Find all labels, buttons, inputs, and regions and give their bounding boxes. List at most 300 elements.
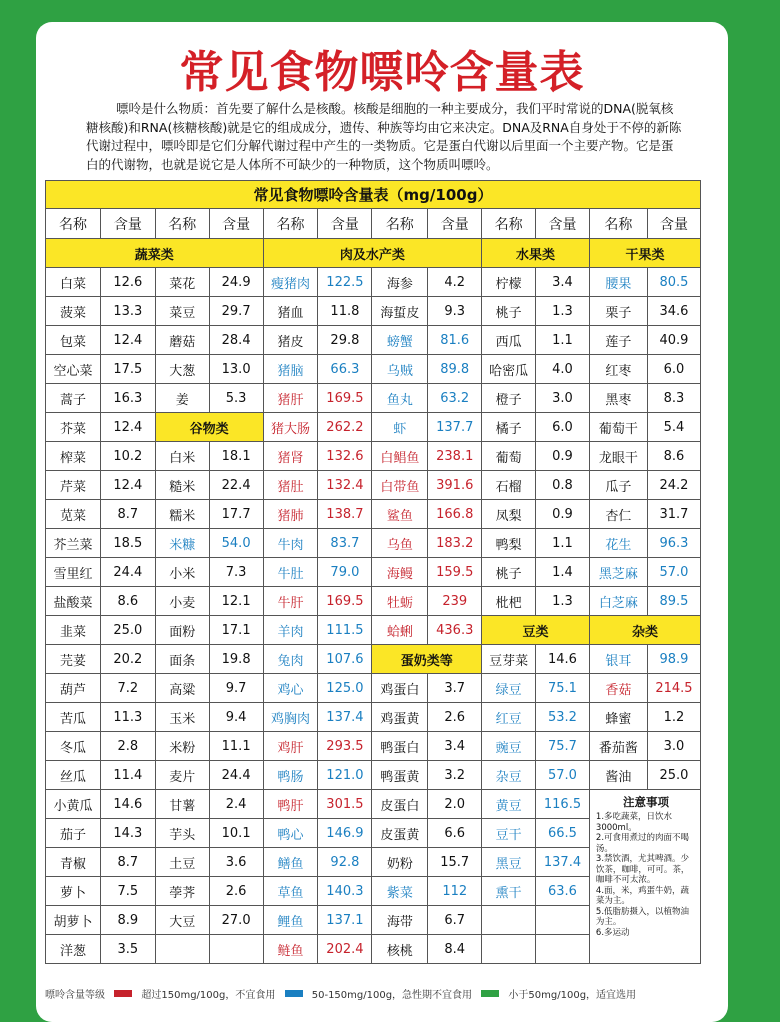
veg-name: 菠菜 bbox=[46, 297, 101, 326]
section-header-vegetables: 蔬菜类 bbox=[46, 239, 264, 268]
fruit-value: 1.3 bbox=[536, 297, 590, 326]
fruit-value: 4.0 bbox=[536, 355, 590, 384]
intro-line: 嘌呤是什么物质：首先要了解什么是核酸。核酸是细胞的一种主要成分，我们平时常说 bbox=[116, 101, 592, 116]
grain-value: 3.6 bbox=[209, 848, 263, 877]
bean-value: 75.1 bbox=[536, 674, 590, 703]
bean-name: 绿豆 bbox=[482, 674, 536, 703]
egg-value: 6.6 bbox=[428, 819, 482, 848]
veg-value: 5.3 bbox=[209, 384, 263, 413]
fruit-name: 葡萄 bbox=[482, 442, 536, 471]
meat-value: 183.2 bbox=[428, 529, 482, 558]
notes-item: 5.低脂肪摄入，以植物油为主。 bbox=[595, 906, 690, 927]
meat-value: 140.3 bbox=[318, 877, 372, 906]
meat-name: 牛肚 bbox=[263, 558, 318, 587]
fruit-name: 石榴 bbox=[482, 471, 536, 500]
veg-name: 韭菜 bbox=[46, 616, 101, 645]
meat-name: 牛肝 bbox=[263, 587, 318, 616]
bean-name: 红豆 bbox=[482, 703, 536, 732]
column-header: 含量 bbox=[647, 209, 700, 239]
misc-name: 酱油 bbox=[589, 761, 647, 790]
veg-name: 芫荽 bbox=[46, 645, 101, 674]
veg-name: 萝卜 bbox=[46, 877, 101, 906]
fruit-name: 哈密瓜 bbox=[482, 355, 536, 384]
legend-mid: 50-150mg/100g，急性期不宜食用 bbox=[311, 990, 473, 1001]
grain-value: 9.4 bbox=[209, 703, 263, 732]
notes-item: 1.多吃蔬菜，日饮水3000ml。 bbox=[595, 812, 673, 833]
grain-name: 小麦 bbox=[155, 587, 209, 616]
veg-value: 11.3 bbox=[100, 703, 155, 732]
fruit-value: 3.4 bbox=[536, 268, 590, 297]
misc-name: 蜂蜜 bbox=[589, 703, 647, 732]
legend-high: 超过150mg/100g，不宜食用 bbox=[141, 990, 276, 1001]
egg-name: 鸭蛋黄 bbox=[372, 761, 428, 790]
meat-value: 239 bbox=[428, 587, 482, 616]
legend-low: 小于50mg/100g，适宜选用 bbox=[508, 990, 637, 1001]
empty-cell bbox=[209, 935, 263, 964]
intro-line: 质。它是蛋白代谢以后里面一个主要产物。它是蛋白的代谢物，也就是说它是人体所不可缺少 bbox=[86, 138, 674, 172]
misc-name: 番茄酱 bbox=[589, 732, 647, 761]
fruit-name: 枇杷 bbox=[482, 587, 536, 616]
meat-value: 111.5 bbox=[318, 616, 372, 645]
veg-value: 20.2 bbox=[100, 645, 155, 674]
veg-name: 苋菜 bbox=[46, 500, 101, 529]
grain-name: 土豆 bbox=[155, 848, 209, 877]
grain-name: 甘薯 bbox=[155, 790, 209, 819]
nut-name: 葡萄干 bbox=[589, 413, 647, 442]
notes-item: 2.可食用煮过的肉面不喝汤。 bbox=[595, 833, 690, 854]
nut-name: 杏仁 bbox=[589, 500, 647, 529]
column-header: 名称 bbox=[589, 209, 647, 239]
empty-cell bbox=[482, 906, 536, 935]
fruit-name: 桃子 bbox=[482, 297, 536, 326]
veg-value: 7.5 bbox=[100, 877, 155, 906]
veg-value: 3.5 bbox=[100, 935, 155, 964]
veg-name: 苦瓜 bbox=[46, 703, 101, 732]
bean-name: 豆干 bbox=[482, 819, 536, 848]
nut-value: 6.0 bbox=[647, 355, 700, 384]
meat-value: 159.5 bbox=[428, 558, 482, 587]
meat-value: 169.5 bbox=[318, 384, 372, 413]
meat-value: 92.8 bbox=[318, 848, 372, 877]
egg-value: 6.7 bbox=[428, 906, 482, 935]
veg-value: 10.2 bbox=[100, 442, 155, 471]
veg-value: 13.0 bbox=[209, 355, 263, 384]
section-header-meat: 肉及水产类 bbox=[263, 239, 482, 268]
fruit-value: 0.9 bbox=[536, 500, 590, 529]
purine-table bbox=[45, 180, 701, 964]
meat-name: 鲤鱼 bbox=[263, 906, 318, 935]
notes-box bbox=[589, 790, 700, 964]
section-header-misc: 杂类 bbox=[589, 616, 700, 645]
meat-name: 猪血 bbox=[263, 297, 318, 326]
nut-name: 白芝麻 bbox=[589, 587, 647, 616]
meat-value: 79.0 bbox=[318, 558, 372, 587]
veg-value: 12.4 bbox=[100, 326, 155, 355]
fruit-name: 柠檬 bbox=[482, 268, 536, 297]
veg-name: 丝瓜 bbox=[46, 761, 101, 790]
fruit-value: 1.1 bbox=[536, 529, 590, 558]
nut-value: 96.3 bbox=[647, 529, 700, 558]
meat-name: 鳝鱼 bbox=[263, 848, 318, 877]
meat-name: 海参 bbox=[372, 268, 428, 297]
nut-name: 花生 bbox=[589, 529, 647, 558]
egg-value: 3.7 bbox=[428, 674, 482, 703]
veg-value: 8.7 bbox=[100, 848, 155, 877]
column-header: 含量 bbox=[209, 209, 263, 239]
intro-paragraph bbox=[86, 100, 684, 174]
meat-name: 乌贼 bbox=[372, 355, 428, 384]
grain-name: 白米 bbox=[155, 442, 209, 471]
veg-name: 葫芦 bbox=[46, 674, 101, 703]
meat-value: 169.5 bbox=[318, 587, 372, 616]
fruit-name: 橘子 bbox=[482, 413, 536, 442]
meat-value: 238.1 bbox=[428, 442, 482, 471]
veg-value: 12.4 bbox=[100, 471, 155, 500]
meat-name: 猪皮 bbox=[263, 326, 318, 355]
misc-value: 3.0 bbox=[647, 732, 700, 761]
veg-name: 盐酸菜 bbox=[46, 587, 101, 616]
bean-value: 66.5 bbox=[536, 819, 590, 848]
grain-value: 18.1 bbox=[209, 442, 263, 471]
meat-name: 猪大肠 bbox=[263, 413, 318, 442]
meat-value: 137.7 bbox=[428, 413, 482, 442]
bean-name: 黑豆 bbox=[482, 848, 536, 877]
fruit-name: 鸭梨 bbox=[482, 529, 536, 558]
column-header: 含量 bbox=[318, 209, 372, 239]
fruit-value: 1.1 bbox=[536, 326, 590, 355]
meat-value: 81.6 bbox=[428, 326, 482, 355]
meat-name: 猪肾 bbox=[263, 442, 318, 471]
egg-name: 紫菜 bbox=[372, 877, 428, 906]
meat-value: 436.3 bbox=[428, 616, 482, 645]
veg-value: 25.0 bbox=[100, 616, 155, 645]
grain-name: 糙米 bbox=[155, 471, 209, 500]
section-header-fruit: 水果类 bbox=[482, 239, 590, 268]
veg-value: 17.5 bbox=[100, 355, 155, 384]
egg-name: 核桃 bbox=[372, 935, 428, 964]
grain-value: 24.4 bbox=[209, 761, 263, 790]
meat-value: 122.5 bbox=[318, 268, 372, 297]
grain-name: 高粱 bbox=[155, 674, 209, 703]
nut-value: 5.4 bbox=[647, 413, 700, 442]
meat-value: 125.0 bbox=[318, 674, 372, 703]
legend bbox=[45, 986, 701, 1002]
intro-line: DNA及RNA自身处于不停的新陈代谢过程中，嘌呤即是它们分解代谢过程中产生的一类物 bbox=[86, 119, 682, 153]
veg-value: 29.7 bbox=[209, 297, 263, 326]
fruit-value: 6.0 bbox=[536, 413, 590, 442]
notes-title: 注意事项 bbox=[622, 795, 669, 809]
veg-name: 芥菜 bbox=[46, 413, 101, 442]
notes-item: 4.面，米，鸡蛋牛奶，蔬菜为主。 bbox=[595, 885, 690, 906]
bean-name: 黄豆 bbox=[482, 790, 536, 819]
meat-value: 66.3 bbox=[318, 355, 372, 384]
meat-name: 蛤蜊 bbox=[372, 616, 428, 645]
section-header-eggs: 蛋奶类等 bbox=[372, 645, 482, 674]
fruit-value: 0.8 bbox=[536, 471, 590, 500]
meat-name: 鲨鱼 bbox=[372, 500, 428, 529]
meat-name: 牛肉 bbox=[263, 529, 318, 558]
meat-name: 鸭肠 bbox=[263, 761, 318, 790]
meat-name: 羊肉 bbox=[263, 616, 318, 645]
bean-value: 14.6 bbox=[536, 645, 590, 674]
misc-value: 98.9 bbox=[647, 645, 700, 674]
veg-value: 18.5 bbox=[100, 529, 155, 558]
egg-name: 鸡蛋白 bbox=[372, 674, 428, 703]
veg-value: 8.7 bbox=[100, 500, 155, 529]
egg-name: 皮蛋黄 bbox=[372, 819, 428, 848]
grain-value: 12.1 bbox=[209, 587, 263, 616]
veg-value: 13.3 bbox=[100, 297, 155, 326]
meat-name: 鸭心 bbox=[263, 819, 318, 848]
veg-value: 7.2 bbox=[100, 674, 155, 703]
veg-name: 青椒 bbox=[46, 848, 101, 877]
section-header-beans: 豆类 bbox=[482, 616, 590, 645]
meat-name: 猪肺 bbox=[263, 500, 318, 529]
grain-value: 2.4 bbox=[209, 790, 263, 819]
nut-value: 89.5 bbox=[647, 587, 700, 616]
fruit-name: 西瓜 bbox=[482, 326, 536, 355]
misc-name: 香菇 bbox=[589, 674, 647, 703]
veg-name: 芥兰菜 bbox=[46, 529, 101, 558]
legend-swatch-high bbox=[114, 990, 132, 997]
nut-value: 8.6 bbox=[647, 442, 700, 471]
nut-name: 腰果 bbox=[589, 268, 647, 297]
nut-value: 80.5 bbox=[647, 268, 700, 297]
grain-name: 芋头 bbox=[155, 819, 209, 848]
egg-value: 2.0 bbox=[428, 790, 482, 819]
veg-value: 16.3 bbox=[100, 384, 155, 413]
misc-value: 1.2 bbox=[647, 703, 700, 732]
grain-value: 7.3 bbox=[209, 558, 263, 587]
egg-name: 奶粉 bbox=[372, 848, 428, 877]
grain-value: 10.1 bbox=[209, 819, 263, 848]
meat-value: 9.3 bbox=[428, 297, 482, 326]
meat-value: 132.6 bbox=[318, 442, 372, 471]
veg-value: 14.6 bbox=[100, 790, 155, 819]
egg-name: 皮蛋白 bbox=[372, 790, 428, 819]
meat-value: 166.8 bbox=[428, 500, 482, 529]
veg-name: 白菜 bbox=[46, 268, 101, 297]
notes-item: 6.多运动 bbox=[595, 927, 630, 938]
meat-value: 137.1 bbox=[318, 906, 372, 935]
meat-name: 猪肝 bbox=[263, 384, 318, 413]
veg-value: 14.3 bbox=[100, 819, 155, 848]
meat-value: 262.2 bbox=[318, 413, 372, 442]
fruit-value: 1.3 bbox=[536, 587, 590, 616]
meat-name: 猪脑 bbox=[263, 355, 318, 384]
veg-name: 胡萝卜 bbox=[46, 906, 101, 935]
meat-name: 虾 bbox=[372, 413, 428, 442]
grain-name: 玉米 bbox=[155, 703, 209, 732]
meat-value: 138.7 bbox=[318, 500, 372, 529]
column-header: 名称 bbox=[155, 209, 209, 239]
veg-name: 芹菜 bbox=[46, 471, 101, 500]
meat-value: 132.4 bbox=[318, 471, 372, 500]
meat-name: 猪肚 bbox=[263, 471, 318, 500]
meat-value: 301.5 bbox=[318, 790, 372, 819]
meat-name: 白鲳鱼 bbox=[372, 442, 428, 471]
egg-name: 鸭蛋白 bbox=[372, 732, 428, 761]
grain-name: 大豆 bbox=[155, 906, 209, 935]
egg-value: 2.6 bbox=[428, 703, 482, 732]
misc-value: 214.5 bbox=[647, 674, 700, 703]
grain-value: 17.7 bbox=[209, 500, 263, 529]
veg-value: 8.9 bbox=[100, 906, 155, 935]
column-header: 含量 bbox=[536, 209, 590, 239]
veg-name: 大葱 bbox=[155, 355, 209, 384]
misc-name: 银耳 bbox=[589, 645, 647, 674]
meat-name: 鸡胸肉 bbox=[263, 703, 318, 732]
veg-name: 雪里红 bbox=[46, 558, 101, 587]
grain-name: 糯米 bbox=[155, 500, 209, 529]
meat-value: 146.9 bbox=[318, 819, 372, 848]
fruit-name: 凤梨 bbox=[482, 500, 536, 529]
grain-name: 麦片 bbox=[155, 761, 209, 790]
nut-name: 栗子 bbox=[589, 297, 647, 326]
meat-name: 鸡肝 bbox=[263, 732, 318, 761]
column-header: 名称 bbox=[372, 209, 428, 239]
bean-name: 豆芽菜 bbox=[482, 645, 536, 674]
column-header: 含量 bbox=[100, 209, 155, 239]
bean-value: 75.7 bbox=[536, 732, 590, 761]
meat-name: 兔肉 bbox=[263, 645, 318, 674]
page-title: 常见食物嘌呤含量表 bbox=[179, 47, 585, 98]
bean-value: 116.5 bbox=[536, 790, 590, 819]
nut-name: 瓜子 bbox=[589, 471, 647, 500]
grain-value: 54.0 bbox=[209, 529, 263, 558]
meat-name: 鱼丸 bbox=[372, 384, 428, 413]
grain-value: 19.8 bbox=[209, 645, 263, 674]
nut-value: 8.3 bbox=[647, 384, 700, 413]
meat-name: 鸡心 bbox=[263, 674, 318, 703]
fruit-value: 1.4 bbox=[536, 558, 590, 587]
meat-name: 鲢鱼 bbox=[263, 935, 318, 964]
meat-name: 牡蛎 bbox=[372, 587, 428, 616]
veg-value: 12.6 bbox=[100, 268, 155, 297]
fruit-name: 桃子 bbox=[482, 558, 536, 587]
empty-cell bbox=[536, 906, 590, 935]
table-caption: 常见食物嘌呤含量表（mg/100g） bbox=[46, 181, 701, 209]
meat-value: 89.8 bbox=[428, 355, 482, 384]
nut-name: 黑枣 bbox=[589, 384, 647, 413]
misc-value: 25.0 bbox=[647, 761, 700, 790]
column-header: 名称 bbox=[482, 209, 536, 239]
bean-name: 豌豆 bbox=[482, 732, 536, 761]
veg-name: 榨菜 bbox=[46, 442, 101, 471]
nut-name: 黑芝麻 bbox=[589, 558, 647, 587]
fruit-value: 3.0 bbox=[536, 384, 590, 413]
nut-name: 红枣 bbox=[589, 355, 647, 384]
meat-value: 121.0 bbox=[318, 761, 372, 790]
grain-name: 米糠 bbox=[155, 529, 209, 558]
grain-value: 11.1 bbox=[209, 732, 263, 761]
egg-name: 海带 bbox=[372, 906, 428, 935]
bean-value: 63.6 bbox=[536, 877, 590, 906]
nut-value: 31.7 bbox=[647, 500, 700, 529]
meat-name: 螃蟹 bbox=[372, 326, 428, 355]
section-header-nuts: 干果类 bbox=[589, 239, 700, 268]
meat-name: 鸭肝 bbox=[263, 790, 318, 819]
bean-name: 杂豆 bbox=[482, 761, 536, 790]
meat-value: 29.8 bbox=[318, 326, 372, 355]
veg-value: 24.4 bbox=[100, 558, 155, 587]
bean-name: 熏干 bbox=[482, 877, 536, 906]
egg-value: 8.4 bbox=[428, 935, 482, 964]
column-header: 名称 bbox=[263, 209, 318, 239]
meat-value: 107.6 bbox=[318, 645, 372, 674]
fruit-name: 橙子 bbox=[482, 384, 536, 413]
egg-value: 15.7 bbox=[428, 848, 482, 877]
grain-value: 27.0 bbox=[209, 906, 263, 935]
meat-name: 海蜇皮 bbox=[372, 297, 428, 326]
veg-value: 11.4 bbox=[100, 761, 155, 790]
meat-name: 瘦猪肉 bbox=[263, 268, 318, 297]
nut-name: 莲子 bbox=[589, 326, 647, 355]
grain-name: 荸荠 bbox=[155, 877, 209, 906]
bean-value: 53.2 bbox=[536, 703, 590, 732]
meat-value: 137.4 bbox=[318, 703, 372, 732]
nut-value: 24.2 bbox=[647, 471, 700, 500]
bean-value: 57.0 bbox=[536, 761, 590, 790]
legend-swatch-low bbox=[481, 990, 499, 997]
veg-name: 茄子 bbox=[46, 819, 101, 848]
veg-name: 冬瓜 bbox=[46, 732, 101, 761]
nut-value: 57.0 bbox=[647, 558, 700, 587]
meat-name: 海鳗 bbox=[372, 558, 428, 587]
empty-cell bbox=[482, 935, 536, 964]
empty-cell bbox=[536, 935, 590, 964]
section-header-grains: 谷物类 bbox=[155, 413, 263, 442]
meat-name: 草鱼 bbox=[263, 877, 318, 906]
meat-name: 白带鱼 bbox=[372, 471, 428, 500]
nut-name: 龙眼干 bbox=[589, 442, 647, 471]
egg-name: 鸡蛋黄 bbox=[372, 703, 428, 732]
veg-name: 包菜 bbox=[46, 326, 101, 355]
grain-name: 面粉 bbox=[155, 616, 209, 645]
grain-value: 22.4 bbox=[209, 471, 263, 500]
veg-name: 蘑菇 bbox=[155, 326, 209, 355]
grain-value: 2.6 bbox=[209, 877, 263, 906]
meat-value: 202.4 bbox=[318, 935, 372, 964]
meat-value: 391.6 bbox=[428, 471, 482, 500]
veg-name: 洋葱 bbox=[46, 935, 101, 964]
veg-name: 空心菜 bbox=[46, 355, 101, 384]
bean-value: 137.4 bbox=[536, 848, 590, 877]
grain-value: 9.7 bbox=[209, 674, 263, 703]
notes-item: 3.禁饮酒，尤其啤酒。少饮茶，咖啡，可可。茶，咖啡不可太浓。 bbox=[595, 854, 690, 885]
veg-value: 24.9 bbox=[209, 268, 263, 297]
veg-value: 12.4 bbox=[100, 413, 155, 442]
egg-value: 3.2 bbox=[428, 761, 482, 790]
meat-value: 293.5 bbox=[318, 732, 372, 761]
fruit-value: 0.9 bbox=[536, 442, 590, 471]
meat-value: 83.7 bbox=[318, 529, 372, 558]
veg-name: 菜花 bbox=[155, 268, 209, 297]
intro-line: 的一种物质，这个物质叫嘌呤。 bbox=[323, 156, 499, 172]
veg-name: 小黄瓜 bbox=[46, 790, 101, 819]
column-header: 含量 bbox=[428, 209, 482, 239]
veg-name: 蒿子 bbox=[46, 384, 101, 413]
meat-value: 11.8 bbox=[318, 297, 372, 326]
grain-name: 米粉 bbox=[155, 732, 209, 761]
meat-name: 乌鱼 bbox=[372, 529, 428, 558]
veg-name: 姜 bbox=[155, 384, 209, 413]
veg-value: 2.8 bbox=[100, 732, 155, 761]
intro-line: 的DNA(脱氧核糖核酸)和RNA(核糖核酸)就是它的组成成分，遗传、种族等均由它来决定。 bbox=[86, 101, 674, 135]
grain-name: 小米 bbox=[155, 558, 209, 587]
grain-name: 面条 bbox=[155, 645, 209, 674]
meat-value: 63.2 bbox=[428, 384, 482, 413]
